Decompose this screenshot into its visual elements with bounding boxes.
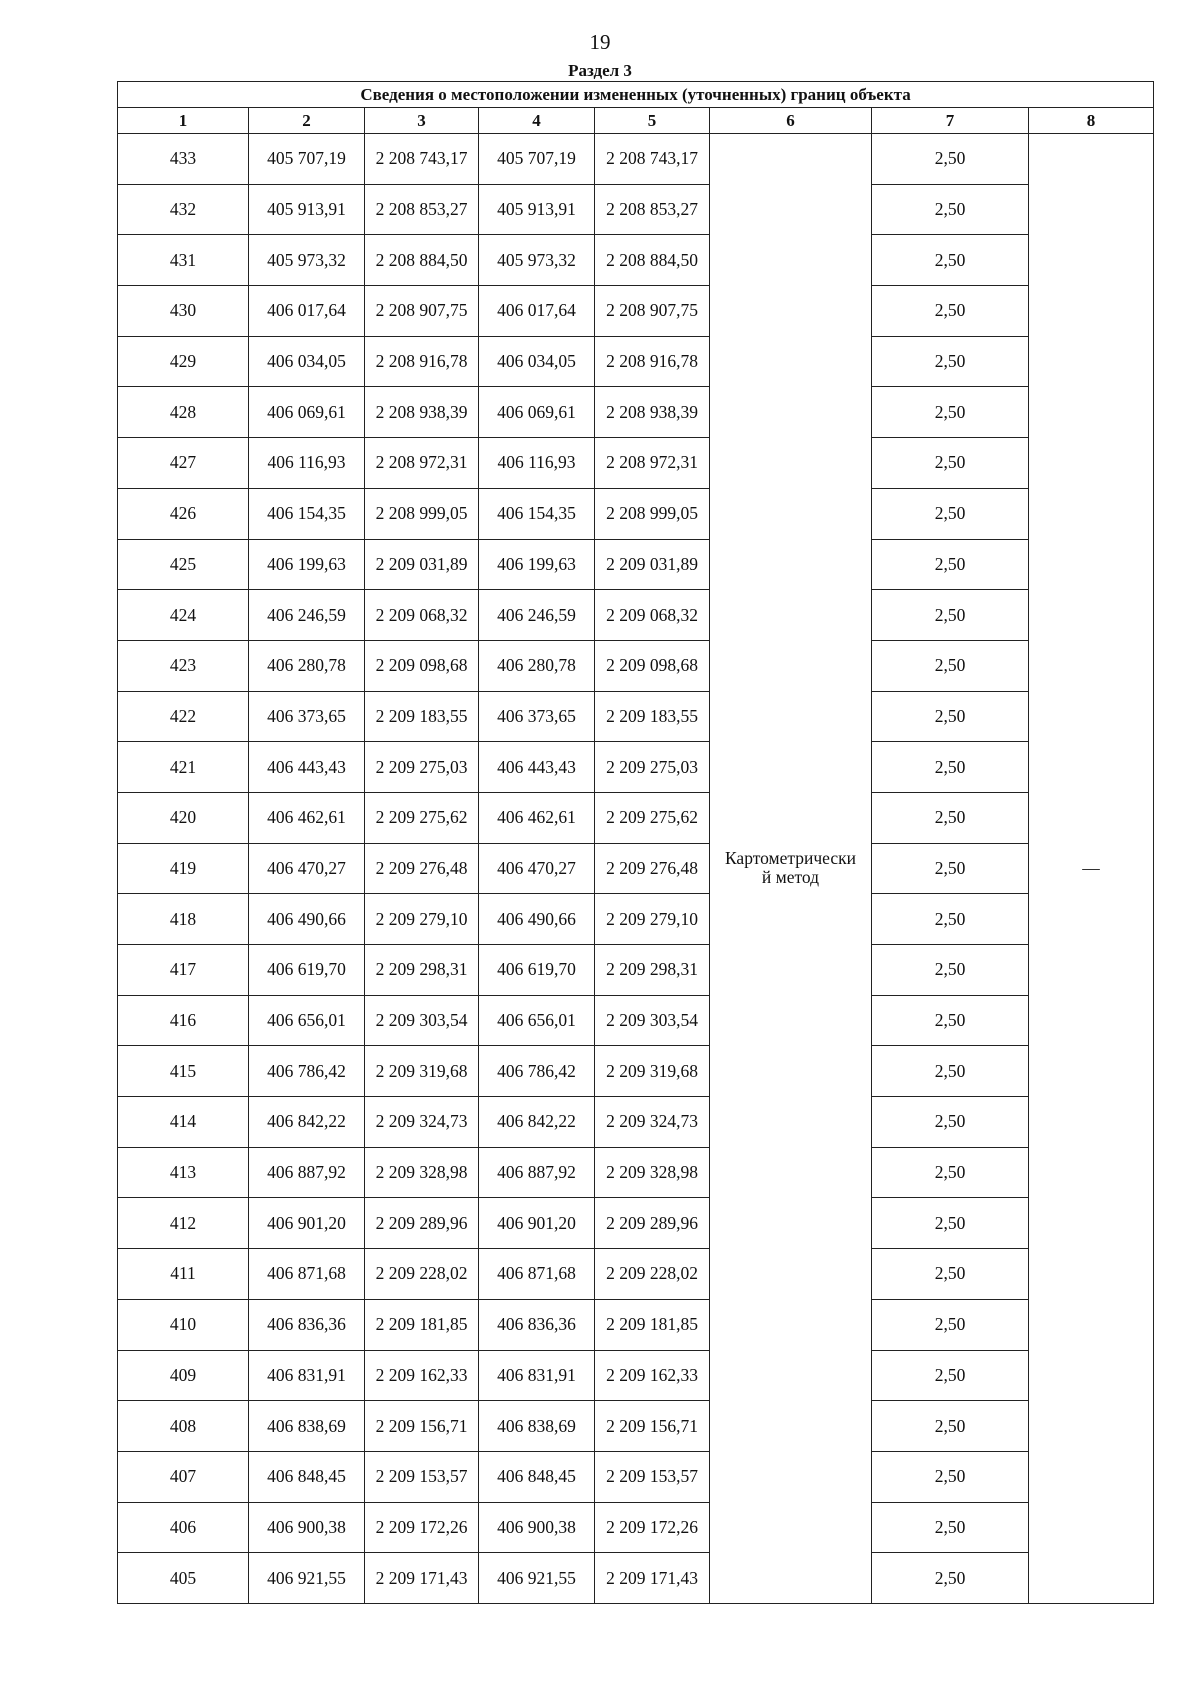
y-existing-cell: 2 209 162,33 [365,1350,479,1401]
method-text-line-1: Картометрически [724,848,857,869]
x-existing-cell: 406 443,43 [249,742,365,793]
table-body [118,134,1154,1604]
point-number-cell: 416 [118,995,249,1046]
point-number-cell: 418 [118,894,249,945]
y-refined-cell: 2 208 907,75 [595,286,710,337]
table-row [118,438,1154,489]
accuracy-cell: 2,50 [872,1401,1029,1452]
point-number-cell: 425 [118,539,249,590]
accuracy-cell: 2,50 [872,945,1029,996]
x-existing-cell: 406 470,27 [249,843,365,894]
point-number-cell: 412 [118,1198,249,1249]
x-existing-cell: 406 462,61 [249,792,365,843]
table-row [118,286,1154,337]
y-refined-cell: 2 209 031,89 [595,539,710,590]
x-existing-cell: 406 246,59 [249,590,365,641]
table-row [118,1198,1154,1249]
column-number: 2 [249,108,365,134]
y-refined-cell: 2 209 275,03 [595,742,710,793]
x-existing-cell: 406 786,42 [249,1046,365,1097]
point-number-cell: 426 [118,488,249,539]
table-row [118,1401,1154,1452]
point-number-cell: 429 [118,336,249,387]
table-row [118,590,1154,641]
accuracy-cell: 2,50 [872,894,1029,945]
x-refined-cell: 406 154,35 [479,488,595,539]
column-number: 1 [118,108,249,134]
y-existing-cell: 2 209 324,73 [365,1097,479,1148]
x-refined-cell: 406 786,42 [479,1046,595,1097]
point-number-cell: 417 [118,945,249,996]
column-number: 5 [595,108,710,134]
y-refined-cell: 2 209 068,32 [595,590,710,641]
point-number-cell: 420 [118,792,249,843]
accuracy-cell: 2,50 [872,1097,1029,1148]
y-refined-cell: 2 209 171,43 [595,1553,710,1604]
point-number-cell: 405 [118,1553,249,1604]
x-refined-cell: 406 490,66 [479,894,595,945]
y-refined-cell: 2 208 999,05 [595,488,710,539]
y-refined-cell: 2 209 172,26 [595,1502,710,1553]
y-existing-cell: 2 208 999,05 [365,488,479,539]
accuracy-cell: 2,50 [872,843,1029,894]
x-existing-cell: 406 069,61 [249,387,365,438]
y-existing-cell: 2 209 275,62 [365,792,479,843]
point-number-cell: 433 [118,134,249,185]
table-row [118,488,1154,539]
point-number-cell: 413 [118,1147,249,1198]
y-existing-cell: 2 208 853,27 [365,184,479,235]
column-number: 4 [479,108,595,134]
x-refined-cell: 406 838,69 [479,1401,595,1452]
x-refined-cell: 406 462,61 [479,792,595,843]
table-caption: Сведения о местоположении измененных (уточненных) границ объекта [118,82,1154,108]
accuracy-cell: 2,50 [872,387,1029,438]
x-existing-cell: 405 973,32 [249,235,365,286]
page-number: 19 [589,30,611,54]
accuracy-cell: 2,50 [872,640,1029,691]
accuracy-cell: 2,50 [872,336,1029,387]
y-refined-cell: 2 209 183,55 [595,691,710,742]
accuracy-cell: 2,50 [872,1198,1029,1249]
table-row [118,945,1154,996]
y-existing-cell: 2 209 171,43 [365,1553,479,1604]
y-existing-cell: 2 209 319,68 [365,1046,479,1097]
x-existing-cell: 406 831,91 [249,1350,365,1401]
x-refined-cell: 406 871,68 [479,1249,595,1300]
accuracy-cell: 2,50 [872,1046,1029,1097]
y-refined-cell: 2 209 289,96 [595,1198,710,1249]
x-existing-cell: 406 034,05 [249,336,365,387]
y-refined-cell: 2 209 156,71 [595,1401,710,1452]
point-number-cell: 428 [118,387,249,438]
y-refined-cell: 2 208 884,50 [595,235,710,286]
x-existing-cell: 406 116,93 [249,438,365,489]
y-existing-cell: 2 209 298,31 [365,945,479,996]
y-refined-cell: 2 209 275,62 [595,792,710,843]
x-refined-cell: 406 034,05 [479,336,595,387]
y-existing-cell: 2 209 303,54 [365,995,479,1046]
table-row [118,894,1154,945]
y-existing-cell: 2 209 328,98 [365,1147,479,1198]
table-row [118,1553,1154,1604]
x-existing-cell: 406 842,22 [249,1097,365,1148]
x-refined-cell: 406 246,59 [479,590,595,641]
accuracy-cell: 2,50 [872,1553,1029,1604]
y-refined-cell: 2 208 972,31 [595,438,710,489]
y-refined-cell: 2 208 853,27 [595,184,710,235]
method-cell [710,134,872,1604]
table-row [118,1249,1154,1300]
column-number: 3 [365,108,479,134]
y-existing-cell: 2 209 172,26 [365,1502,479,1553]
point-number-cell: 415 [118,1046,249,1097]
x-refined-cell: 406 901,20 [479,1198,595,1249]
point-number-cell: 431 [118,235,249,286]
accuracy-cell: 2,50 [872,438,1029,489]
table-row [118,1097,1154,1148]
x-refined-cell: 406 848,45 [479,1451,595,1502]
table-row [118,792,1154,843]
y-refined-cell: 2 208 743,17 [595,134,710,185]
table-row [118,1451,1154,1502]
x-existing-cell: 406 887,92 [249,1147,365,1198]
accuracy-cell: 2,50 [872,1249,1029,1300]
x-existing-cell: 406 921,55 [249,1553,365,1604]
y-existing-cell: 2 209 289,96 [365,1198,479,1249]
table-row [118,1502,1154,1553]
table-row [118,1299,1154,1350]
table-row [118,742,1154,793]
point-number-cell: 407 [118,1451,249,1502]
y-refined-cell: 2 209 298,31 [595,945,710,996]
y-refined-cell: 2 209 153,57 [595,1451,710,1502]
x-existing-cell: 406 199,63 [249,539,365,590]
y-existing-cell: 2 209 279,10 [365,894,479,945]
x-existing-cell: 406 154,35 [249,488,365,539]
x-refined-cell: 406 836,36 [479,1299,595,1350]
x-refined-cell: 406 900,38 [479,1502,595,1553]
section-title: Раздел 3 [568,61,632,80]
x-existing-cell: 406 656,01 [249,995,365,1046]
accuracy-cell: 2,50 [872,184,1029,235]
y-refined-cell: 2 209 228,02 [595,1249,710,1300]
x-refined-cell: 406 017,64 [479,286,595,337]
x-existing-cell: 406 900,38 [249,1502,365,1553]
x-refined-cell: 406 373,65 [479,691,595,742]
table-row [118,1147,1154,1198]
point-number-cell: 432 [118,184,249,235]
y-refined-cell: 2 209 279,10 [595,894,710,945]
y-refined-cell: 2 208 938,39 [595,387,710,438]
x-refined-cell: 406 470,27 [479,843,595,894]
table-row [118,691,1154,742]
y-existing-cell: 2 209 183,55 [365,691,479,742]
y-refined-cell: 2 209 276,48 [595,843,710,894]
accuracy-cell: 2,50 [872,1502,1029,1553]
table-row [118,336,1154,387]
point-number-cell: 414 [118,1097,249,1148]
accuracy-cell: 2,50 [872,1451,1029,1502]
accuracy-cell: 2,50 [872,286,1029,337]
x-existing-cell: 406 871,68 [249,1249,365,1300]
y-existing-cell: 2 208 916,78 [365,336,479,387]
y-refined-cell: 2 209 328,98 [595,1147,710,1198]
table-row [118,387,1154,438]
x-refined-cell: 406 116,93 [479,438,595,489]
accuracy-cell: 2,50 [872,792,1029,843]
note-cell: — [1029,134,1154,1604]
y-refined-cell: 2 209 324,73 [595,1097,710,1148]
y-refined-cell: 2 209 181,85 [595,1299,710,1350]
y-existing-cell: 2 209 156,71 [365,1401,479,1452]
y-existing-cell: 2 208 972,31 [365,438,479,489]
x-refined-cell: 405 973,32 [479,235,595,286]
accuracy-cell: 2,50 [872,488,1029,539]
method-text-line-2: й метод [761,867,820,888]
x-refined-cell: 406 443,43 [479,742,595,793]
x-existing-cell: 406 373,65 [249,691,365,742]
accuracy-cell: 2,50 [872,995,1029,1046]
column-number: 7 [872,108,1029,134]
y-existing-cell: 2 209 276,48 [365,843,479,894]
y-refined-cell: 2 208 916,78 [595,336,710,387]
y-existing-cell: 2 208 884,50 [365,235,479,286]
column-number: 8 [1029,108,1154,134]
point-number-cell: 419 [118,843,249,894]
x-refined-cell: 406 831,91 [479,1350,595,1401]
y-refined-cell: 2 209 319,68 [595,1046,710,1097]
table-row [118,843,1154,894]
point-number-cell: 424 [118,590,249,641]
point-number-cell: 410 [118,1299,249,1350]
table-row [118,995,1154,1046]
point-number-cell: 408 [118,1401,249,1452]
table-row [118,184,1154,235]
y-existing-cell: 2 209 181,85 [365,1299,479,1350]
y-existing-cell: 2 209 275,03 [365,742,479,793]
x-refined-cell: 406 199,63 [479,539,595,590]
accuracy-cell: 2,50 [872,590,1029,641]
x-existing-cell: 405 913,91 [249,184,365,235]
point-number-cell: 423 [118,640,249,691]
point-number-cell: 421 [118,742,249,793]
table-row [118,539,1154,590]
x-refined-cell: 405 707,19 [479,134,595,185]
table-row [118,640,1154,691]
x-existing-cell: 406 619,70 [249,945,365,996]
x-existing-cell: 406 836,36 [249,1299,365,1350]
y-existing-cell: 2 208 938,39 [365,387,479,438]
accuracy-cell: 2,50 [872,1299,1029,1350]
x-refined-cell: 406 619,70 [479,945,595,996]
table-row [118,235,1154,286]
y-existing-cell: 2 208 743,17 [365,134,479,185]
point-number-cell: 427 [118,438,249,489]
point-number-cell: 409 [118,1350,249,1401]
accuracy-cell: 2,50 [872,235,1029,286]
accuracy-cell: 2,50 [872,539,1029,590]
y-existing-cell: 2 209 068,32 [365,590,479,641]
y-refined-cell: 2 209 162,33 [595,1350,710,1401]
x-refined-cell: 405 913,91 [479,184,595,235]
accuracy-cell: 2,50 [872,1147,1029,1198]
x-existing-cell: 406 838,69 [249,1401,365,1452]
x-refined-cell: 406 280,78 [479,640,595,691]
x-refined-cell: 406 887,92 [479,1147,595,1198]
x-existing-cell: 405 707,19 [249,134,365,185]
coordinates-table [117,81,1154,1604]
x-existing-cell: 406 490,66 [249,894,365,945]
table-row [118,1350,1154,1401]
column-number: 6 [710,108,872,134]
y-refined-cell: 2 209 098,68 [595,640,710,691]
x-existing-cell: 406 017,64 [249,286,365,337]
accuracy-cell: 2,50 [872,691,1029,742]
y-refined-cell: 2 209 303,54 [595,995,710,1046]
accuracy-cell: 2,50 [872,742,1029,793]
table-row [118,1046,1154,1097]
y-existing-cell: 2 209 098,68 [365,640,479,691]
x-refined-cell: 406 921,55 [479,1553,595,1604]
column-number-row [118,108,1154,134]
accuracy-cell: 2,50 [872,134,1029,185]
x-refined-cell: 406 842,22 [479,1097,595,1148]
table-row [118,134,1154,185]
x-existing-cell: 406 280,78 [249,640,365,691]
point-number-cell: 406 [118,1502,249,1553]
y-existing-cell: 2 209 031,89 [365,539,479,590]
x-refined-cell: 406 069,61 [479,387,595,438]
x-existing-cell: 406 901,20 [249,1198,365,1249]
y-existing-cell: 2 209 153,57 [365,1451,479,1502]
accuracy-cell: 2,50 [872,1350,1029,1401]
point-number-cell: 422 [118,691,249,742]
x-existing-cell: 406 848,45 [249,1451,365,1502]
point-number-cell: 430 [118,286,249,337]
y-existing-cell: 2 208 907,75 [365,286,479,337]
x-refined-cell: 406 656,01 [479,995,595,1046]
point-number-cell: 411 [118,1249,249,1300]
y-existing-cell: 2 209 228,02 [365,1249,479,1300]
